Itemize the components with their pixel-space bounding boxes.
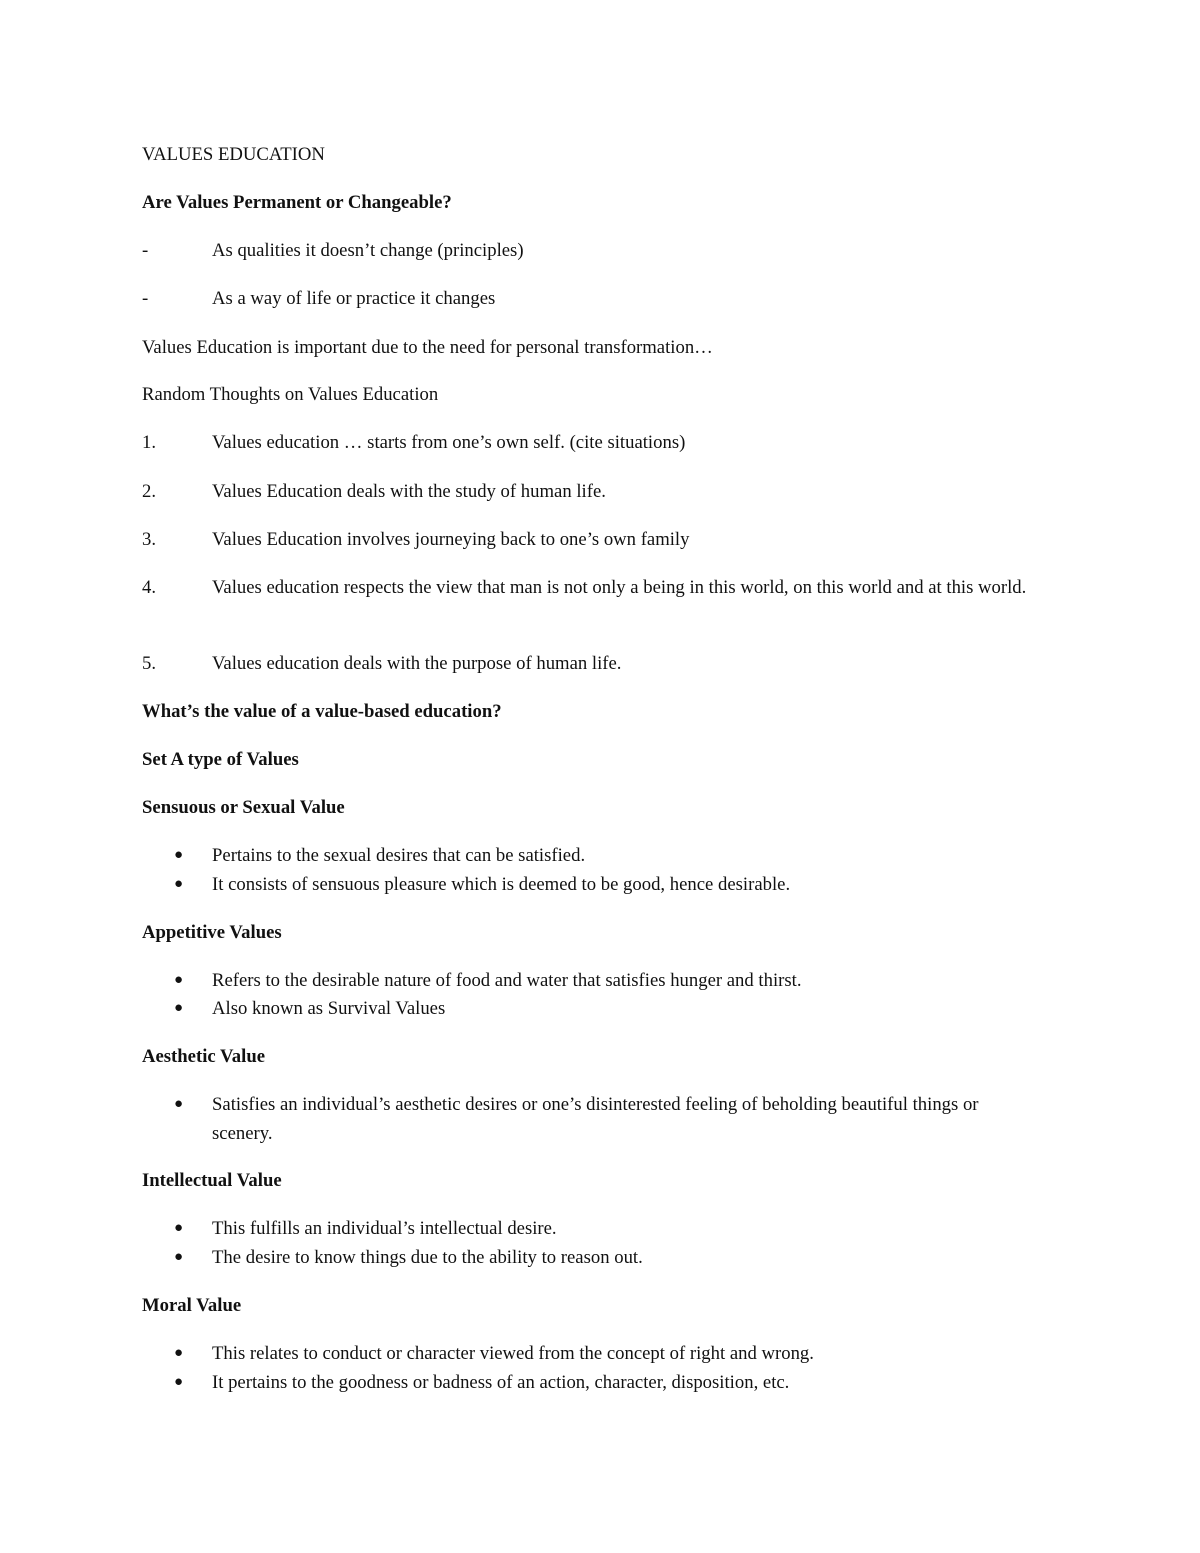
numbered-item-text: Values education deals with the purpose of human life. xyxy=(212,653,622,674)
bullet-text: The desire to know things due to the ability to reason out. xyxy=(212,1247,643,1268)
bullet-text: It pertains to the goodness or badness of an action, character, disposition, etc. xyxy=(212,1372,790,1393)
number-marker: 1. xyxy=(142,432,157,453)
bullet-icon: ● xyxy=(174,1249,184,1265)
dash-marker: - xyxy=(142,288,149,309)
bullet-icon: ● xyxy=(174,1374,184,1390)
question-heading-permanence: Are Values Permanent or Changeable? xyxy=(142,192,452,213)
bullet-text: This fulfills an individual’s intellectual desire. xyxy=(212,1218,557,1239)
numbered-item-text: Values Education involves journeying back to one’s own family xyxy=(212,529,690,550)
paragraph-importance: Values Education is important due to the need for personal transformation… xyxy=(142,337,713,358)
bullet-icon: ● xyxy=(174,1000,184,1016)
section-heading-aesthetic: Aesthetic Value xyxy=(142,1046,266,1067)
bullet-icon: ● xyxy=(174,972,184,988)
bullet-icon: ● xyxy=(174,1096,184,1112)
bullet-text: Also known as Survival Values xyxy=(212,998,446,1019)
document-title: VALUES EDUCATION xyxy=(142,144,325,165)
bullet-text: It consists of sensuous pleasure which is deemed to be good, hence desirable. xyxy=(212,874,791,895)
bullet-text: Refers to the desirable nature of food and water that satisfies hunger and thirst. xyxy=(212,970,802,991)
bullet-icon: ● xyxy=(174,847,184,863)
numbered-item-text: Values education … starts from one’s own self. (cite situations) xyxy=(212,432,686,453)
set-a-heading: Set A type of Values xyxy=(142,749,299,770)
dash-item-text: As qualities it doesn’t change (principles) xyxy=(212,240,524,261)
question-heading-value-based: What’s the value of a value-based education? xyxy=(142,701,502,722)
number-marker: 5. xyxy=(142,653,157,674)
numbered-item-text: Values education respects the view that man is not only a being in this world, on this world and at this world. xyxy=(212,577,1027,598)
number-marker: 4. xyxy=(142,577,157,598)
bullet-icon: ● xyxy=(174,1345,184,1361)
bullet-text: Satisfies an individual’s aesthetic desires or one’s disinterested feeling of beholding beautiful things or scenery. xyxy=(212,1094,979,1144)
bullet-text: Pertains to the sexual desires that can be satisfied. xyxy=(212,845,586,866)
section-heading-intellectual: Intellectual Value xyxy=(142,1170,282,1191)
section-heading-moral: Moral Value xyxy=(142,1295,242,1316)
bullet-icon: ● xyxy=(174,1220,184,1236)
number-marker: 3. xyxy=(142,529,157,550)
dash-marker: - xyxy=(142,240,149,261)
section-heading-sensuous: Sensuous or Sexual Value xyxy=(142,797,345,818)
dash-item-text: As a way of life or practice it changes xyxy=(212,288,496,309)
numbered-item-text: Values Education deals with the study of human life. xyxy=(212,481,606,502)
section-heading-appetitive: Appetitive Values xyxy=(142,922,282,943)
paragraph-random-thoughts: Random Thoughts on Values Education xyxy=(142,384,439,405)
bullet-text: This relates to conduct or character viewed from the concept of right and wrong. xyxy=(212,1343,814,1364)
bullet-icon: ● xyxy=(174,876,184,892)
number-marker: 2. xyxy=(142,481,157,502)
